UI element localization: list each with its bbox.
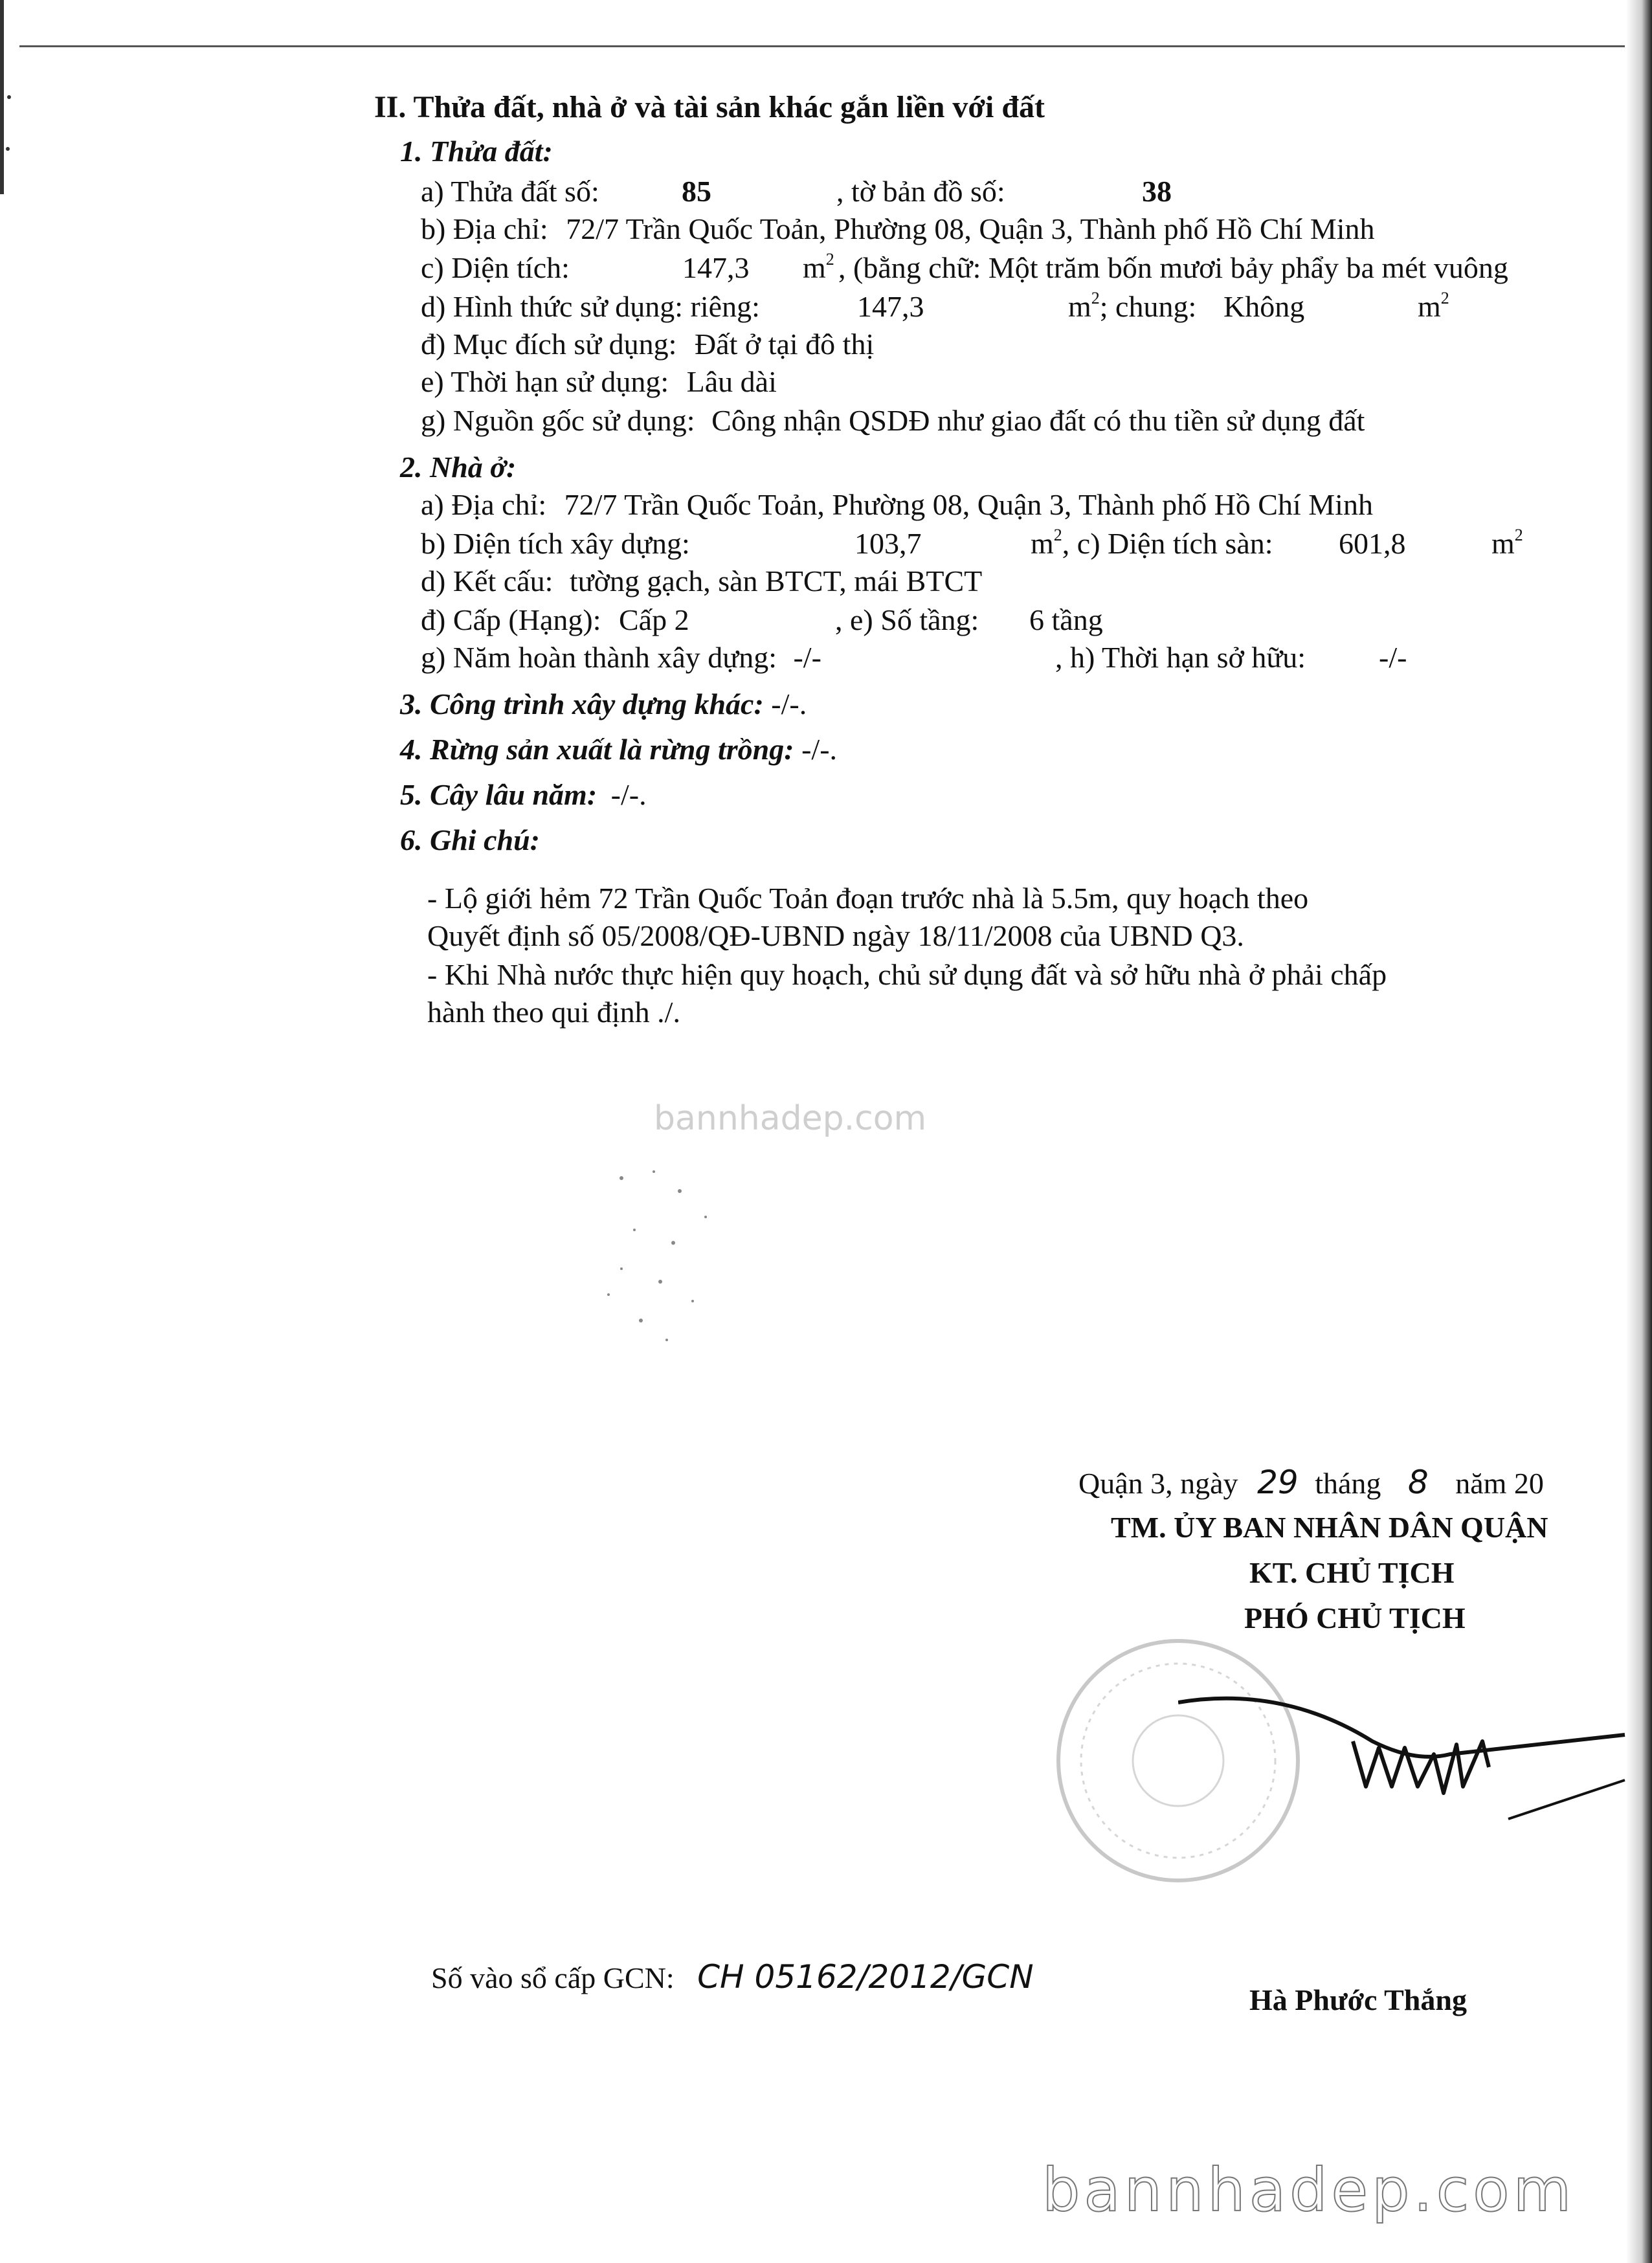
origin-label: g) Nguồn gốc sử dụng:: [421, 404, 695, 437]
forest-value: -/-.: [801, 733, 838, 766]
house-completion-row: [421, 640, 1407, 676]
parcel-number: 85: [682, 175, 711, 208]
land-address-label: b) Địa chỉ:: [421, 212, 548, 245]
faded-stamp-marks: [583, 1152, 751, 1359]
land-area-row: [421, 250, 1508, 286]
other-works-row: [400, 686, 807, 722]
role-vice-chair: PHÓ CHỦ TỊCH: [1244, 1601, 1466, 1634]
watermark-large: bannhadep.com: [1042, 2156, 1576, 2225]
date-prefix: Quận 3, ngày: [1078, 1467, 1238, 1500]
completed-label: g) Năm hoàn thành xây dựng:: [421, 641, 777, 674]
land-address: 72/7 Trần Quốc Toản, Phường 08, Quận 3, Thành phố Hồ Chí Minh: [566, 212, 1375, 245]
house-area-row: [421, 526, 1523, 562]
map-number: 38: [1142, 175, 1172, 208]
notes-title: 6. Ghi chú:: [400, 823, 540, 856]
structure-value: tường gạch, sàn BTCT, mái BTCT: [569, 564, 983, 597]
floor-area-value: 601,8: [1339, 527, 1406, 560]
floors-label: , e) Số tầng:: [835, 603, 979, 636]
other-works-value: -/-.: [771, 687, 807, 720]
top-rule: [19, 45, 1625, 47]
house-structure-row: [421, 563, 982, 599]
floors-value: 6 tầng: [1029, 603, 1103, 636]
registry-label: Số vào sổ cấp GCN:: [431, 1961, 675, 1994]
build-area-unit: $m^2$, c) Diện tích sàn:: [1031, 526, 1273, 560]
land-area-unit: $m^2$: [803, 250, 834, 284]
house-address-label: a) Địa chỉ:: [421, 488, 547, 521]
perennial-label: 5. Cây lâu năm:: [400, 778, 597, 811]
private-area: 147,3: [857, 290, 924, 323]
completed-value: -/-: [793, 641, 821, 674]
note-line-4: hành theo qui định ./.: [427, 996, 680, 1029]
land-area-label: c) Diện tích:: [421, 251, 570, 284]
floor-area-unit: $m^2$: [1491, 526, 1523, 560]
land-address-row: [421, 211, 1375, 247]
scan-marks: [0, 0, 19, 194]
map-label: , tờ bản đồ số:: [836, 175, 1005, 208]
forest-label: 4. Rừng sản xuất là rừng trồng:: [400, 733, 794, 766]
note-line-2: Quyết định số 05/2008/QĐ-UBND ngày 18/11/2008 của UBND Q3.: [427, 919, 1244, 952]
forest-row: [400, 731, 837, 768]
land-duration-row: [421, 364, 777, 400]
year-label: năm 20: [1455, 1467, 1544, 1500]
build-area-label: b) Diện tích xây dựng:: [421, 527, 690, 560]
purpose-value: Đất ở tại đô thị: [694, 328, 875, 361]
house-address: 72/7 Trần Quốc Toản, Phường 08, Quận 3, Thành phố Hồ Chí Minh: [564, 488, 1373, 521]
month-label: tháng: [1315, 1467, 1381, 1500]
parcel-label: a) Thửa đất số:: [421, 175, 599, 208]
house-grade-row: [421, 602, 1103, 638]
other-works-label: 3. Công trình xây dựng khác:: [400, 687, 764, 720]
section-heading: II. Thửa đất, nhà ở và tài sản khác gắn liền với đất: [374, 90, 1045, 124]
issuing-org: TM. ỦY BAN NHÂN DÂN QUẬN: [1111, 1511, 1548, 1544]
registry-row: [431, 1959, 1034, 1996]
watermark-small: bannhadep.com: [654, 1099, 927, 1138]
scan-edge: [1626, 0, 1652, 2263]
house-address-row: [421, 487, 1373, 523]
land-area-value: 147,3: [682, 251, 750, 284]
land-origin-row: [421, 403, 1365, 439]
build-area-value: 103,7: [854, 527, 922, 560]
land-parcel-row: [421, 173, 1172, 210]
signer-name: Hà Phước Thắng: [1249, 1983, 1467, 2016]
land-use-form-row: [421, 289, 1449, 325]
purpose-label: đ) Mục đích sử dụng:: [421, 328, 677, 361]
role-deputy-label: KT. CHỦ TỊCH: [1249, 1556, 1455, 1589]
land-title: 1. Thửa đất:: [400, 135, 553, 168]
handwritten-signature: [1178, 1683, 1631, 1825]
note-line-1: - Lộ giới hẻm 72 Trần Quốc Toản đoạn trước nhà là 5.5m, quy hoạch theo: [427, 882, 1309, 915]
origin-value: Công nhận QSDĐ như giao đất có thu tiền sử dụng đất: [711, 404, 1365, 437]
perennial-row: [400, 777, 647, 813]
registry-number: CH 05162/2012/GCN: [697, 1958, 1034, 1996]
perennial-value: -/-.: [610, 778, 647, 811]
common-value: Không: [1223, 290, 1305, 323]
private-unit: $m^2$; chung:: [1068, 289, 1197, 323]
common-unit: $m^2$: [1418, 289, 1449, 323]
duration-value: Lâu dài: [686, 365, 777, 398]
ownership-value: -/-: [1379, 641, 1407, 674]
ownership-label: , h) Thời hạn sở hữu:: [1055, 641, 1306, 674]
grade-label: đ) Cấp (Hạng):: [421, 603, 601, 636]
land-area-words: , (bằng chữ: Một trăm bốn mươi bảy phẩy ba mét vuông: [838, 251, 1508, 284]
grade-value: Cấp 2: [618, 603, 689, 636]
structure-label: d) Kết cấu:: [421, 564, 553, 597]
house-title: 2. Nhà ở:: [400, 451, 517, 484]
use-form-label: d) Hình thức sử dụng: riêng:: [421, 290, 760, 323]
date-month: 8: [1407, 1464, 1429, 1501]
duration-label: e) Thời hạn sử dụng:: [421, 365, 669, 398]
land-purpose-row: [421, 326, 874, 362]
note-line-3: - Khi Nhà nước thực hiện quy hoạch, chủ sử dụng đất và sở hữu nhà ở phải chấp: [427, 958, 1387, 991]
date-day: 29: [1257, 1464, 1299, 1501]
date-line: [1078, 1464, 1544, 1502]
